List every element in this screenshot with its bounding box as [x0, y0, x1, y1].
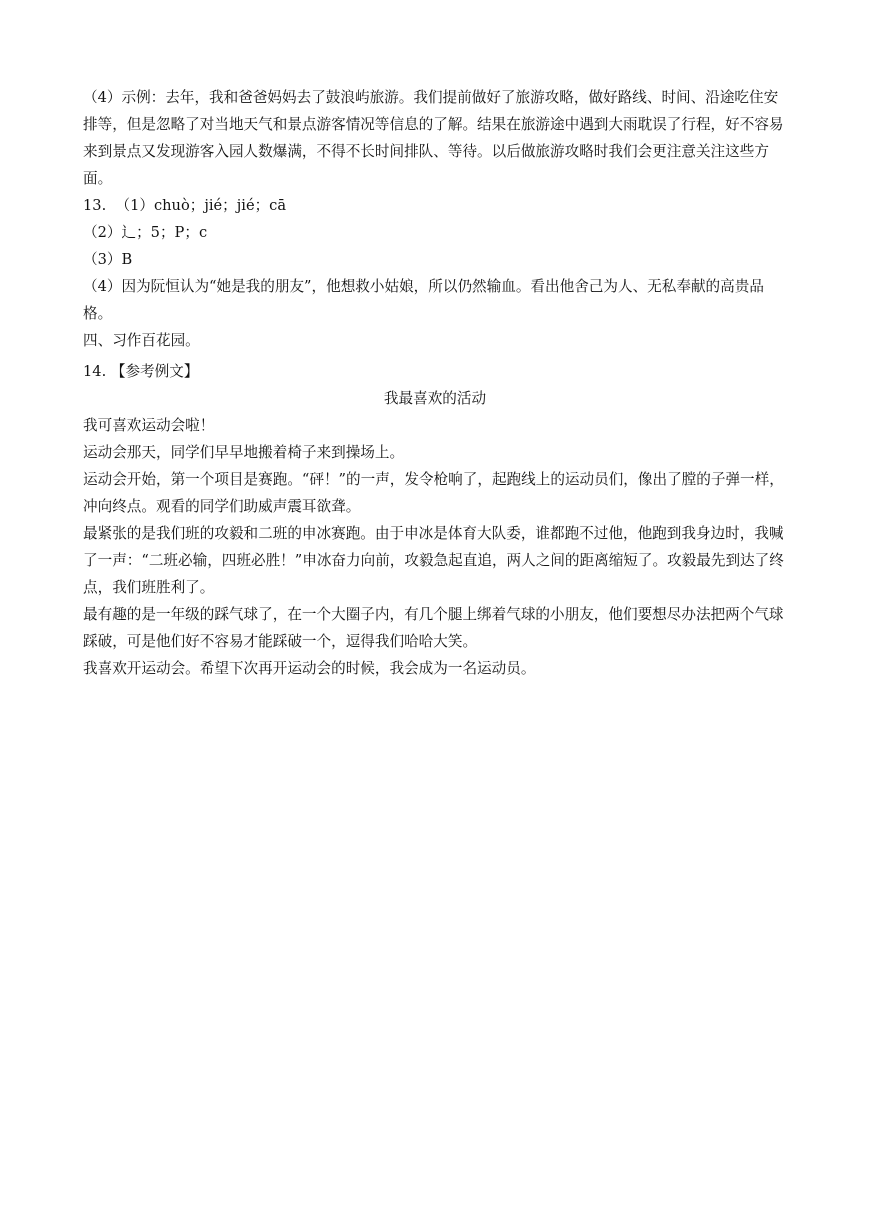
answer-13-1-text: （1）chuò；jié；jié；cā: [115, 197, 287, 214]
essay-paragraph: 我可喜欢运动会啦！: [83, 417, 215, 434]
answer-13-4: （4）因为阮恒认为“她是我的朋友”，他想救小姑娘，所以仍然输血。看出他舍己为人、无私奉献的高贵品格。: [83, 278, 764, 322]
section-heading-4: 四、习作百花园。: [83, 332, 200, 349]
answer-13-3: （3）B: [83, 251, 133, 268]
answer-13-2: （2）辶；5；P；c: [83, 224, 208, 241]
essay-paragraph: 最紧张的是我们班的攻毅和二班的申冰赛跑。由于申冰是体育大队委，谁都跑不过他，他跑到我身边时，我喊了一声：“二班必输，四班必胜！”申冰奋力向前，攻毅急起直追，两人之间的距离缩短了。攻毅最先到达了终点，我们班胜利了。: [83, 525, 784, 596]
essay-paragraph: 运动会那天，同学们早早地搬着椅子来到操场上。: [83, 444, 405, 461]
essay-paragraph: 我喜欢开运动会。希望下次再开运动会的时候，我会成为一名运动员。: [83, 660, 536, 677]
essay-paragraph: 运动会开始，第一个项目是赛跑。“砰！”的一声，发令枪响了，起跑线上的运动员们，像出了膛的子弹一样，冲向终点。观看的同学们助威声震耳欲聋。: [83, 471, 784, 515]
question-number-13: 13.: [83, 197, 107, 214]
essay-paragraph: 最有趣的是一年级的踩气球了，在一个大圈子内，有几个腿上绑着气球的小朋友，他们要想尽办法把两个气球踩破，可是他们好不容易才能踩破一个，逗得我们哈哈大笑。: [83, 606, 784, 650]
question-14-heading: 14. 【参考例文】: [83, 363, 199, 380]
essay-title: 我最喜欢的活动: [383, 390, 487, 407]
document-page: [83, 84, 787, 682]
answer-13-1: [83, 192, 787, 219]
answer-12-4: （4）示例：去年，我和爸爸妈妈去了鼓浪屿旅游。我们提前做好了旅游攻略，做好路线、时间、沿途吃住安排等，但是忽略了对当地天气和景点游客情况等信息的了解。结果在旅游途中遇到大雨耽误了行程，好不容易来到景点又发现游客入园人数爆满，不得不长时间排队、等待。以后做旅游攻略时我们会更注意关注这些方面。: [83, 89, 784, 187]
